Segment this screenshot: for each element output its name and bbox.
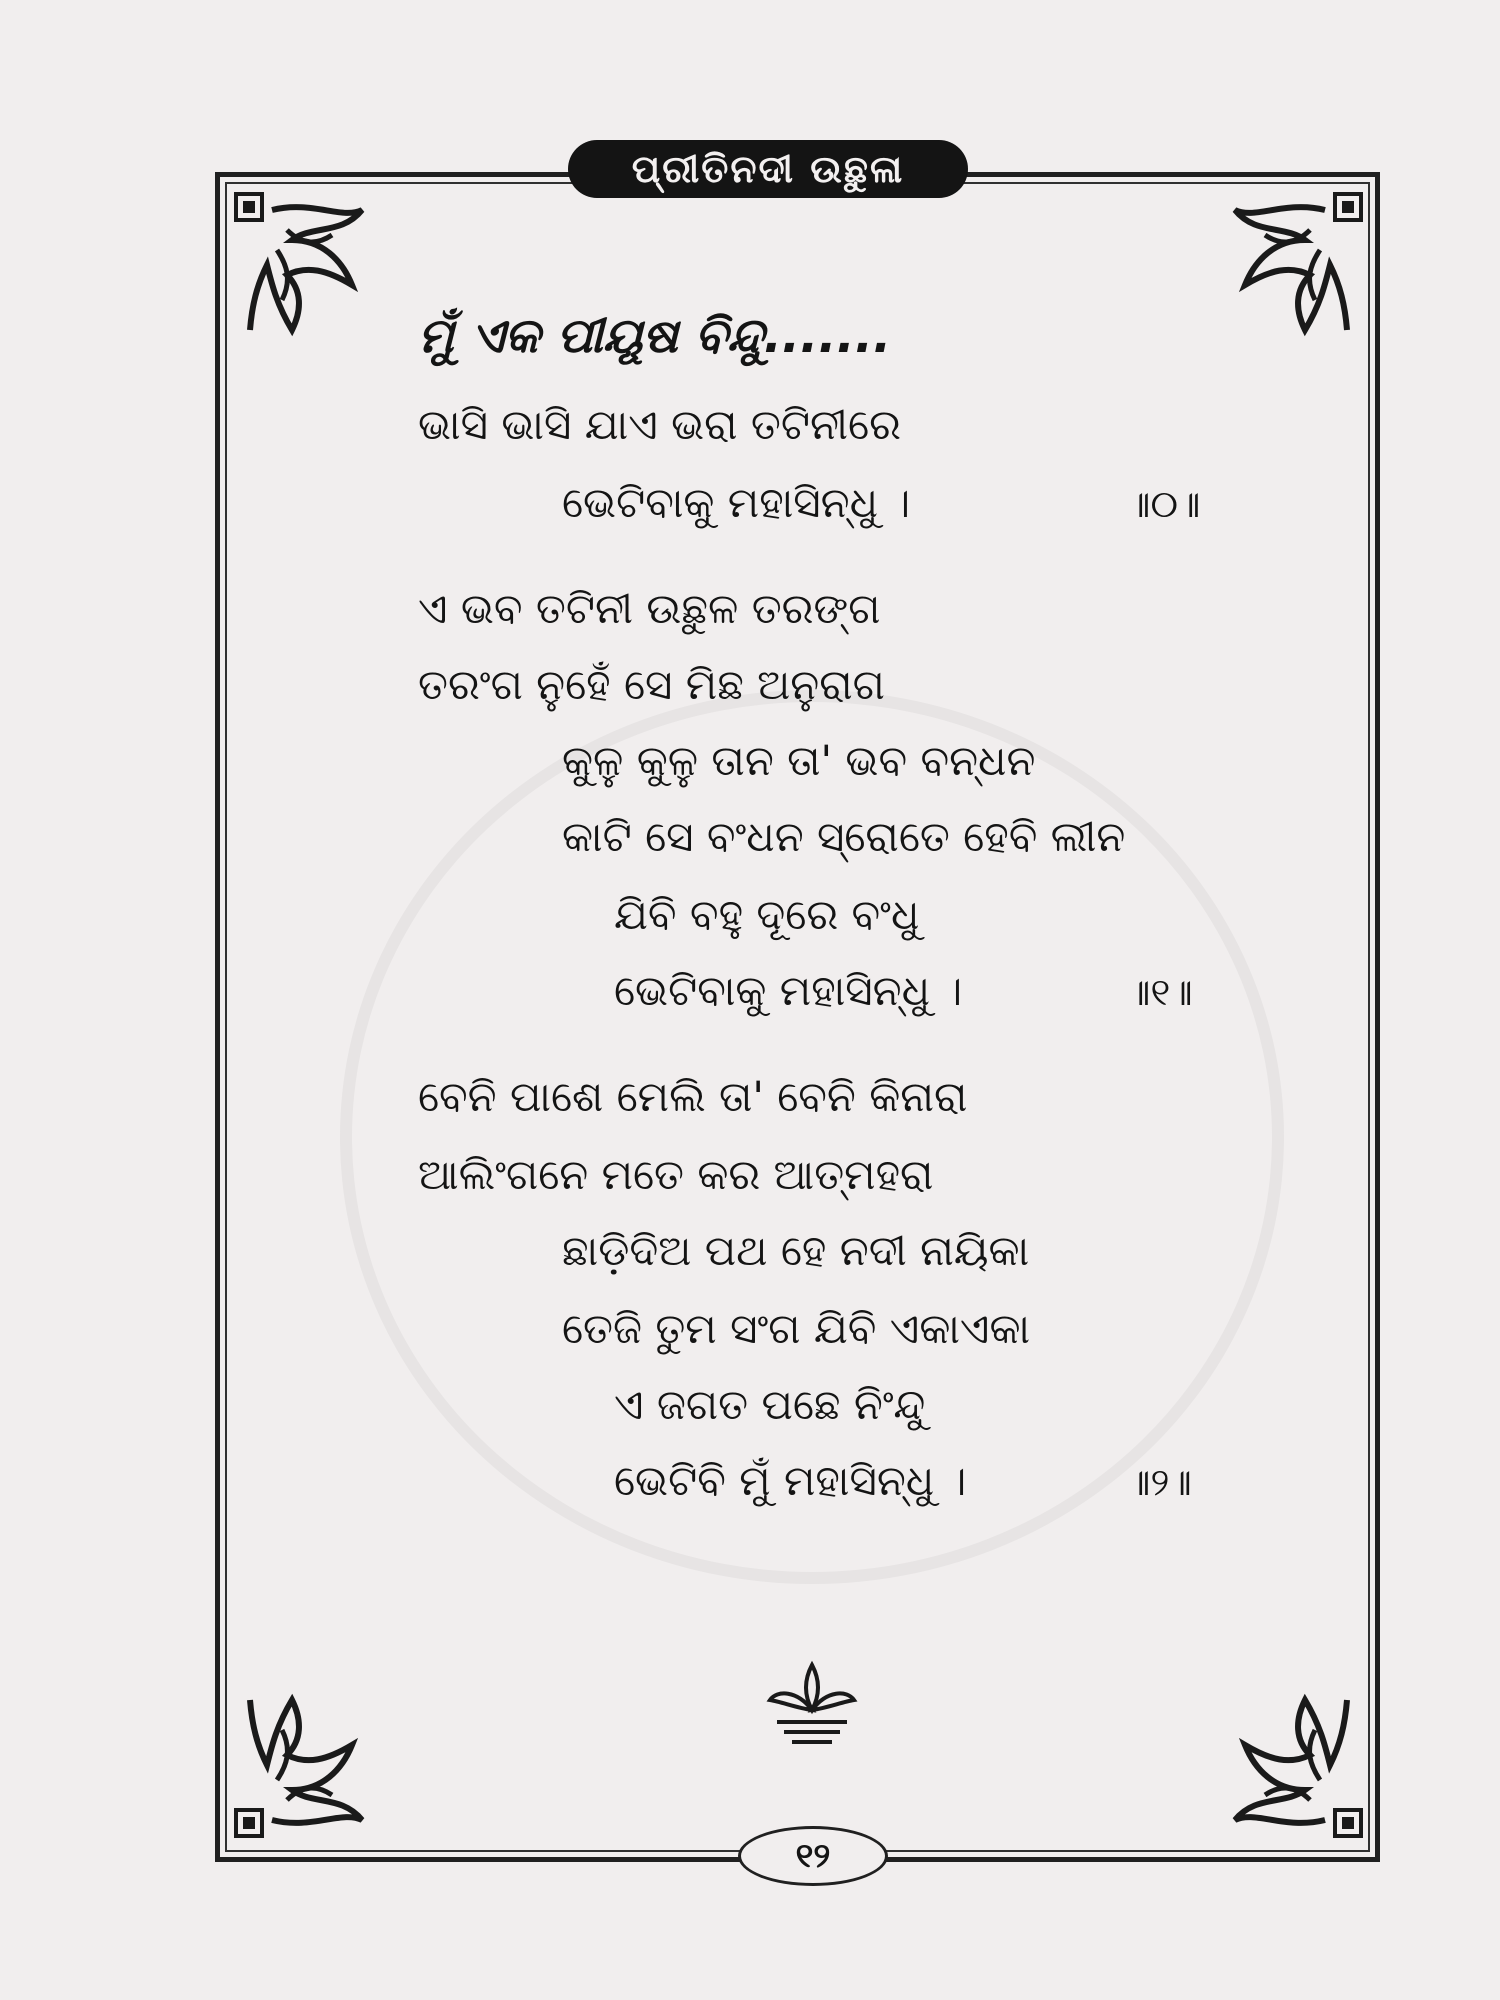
- lotus-ornament-icon: [762, 1660, 862, 1750]
- verse-line: ଭେଟିବାକୁ ମହାସିନ୍ଧୁ ।: [614, 966, 963, 1015]
- verse-line: ବେନି ପାଶେ ମେଲି ତା' ବେନି କିନାରା: [418, 1072, 968, 1121]
- corner-flourish-icon: [232, 190, 382, 340]
- verse-line: ଭେଟିବି ମୁଁ ମହାସିନ୍ଧୁ ।: [614, 1456, 967, 1505]
- book-title-header: ପ୍ରୀତିନଦୀ ଉଛୁଳା: [568, 140, 968, 198]
- verse-line: ଯିବି ବହୁ ଦୂରେ ବଂଧୁ: [614, 890, 920, 939]
- verse-line: ତରଂଗ ନୁହେଁ ସେ ମିଛ ଅନୁରାଗ: [418, 660, 885, 709]
- verse-line: ଛାଡ଼ିଦିଅ ପଥ ହେ ନଦୀ ନାୟିକା: [562, 1226, 1030, 1275]
- verse-line: କାଟି ସେ ବଂଧନ ସ୍ରୋତେ ହେବି ଲୀନ: [562, 812, 1126, 861]
- verse-number-mark: ॥୨॥: [1128, 1460, 1192, 1504]
- verse-line: ଆଲିଂଗନେ ମତେ କର ଆତ୍ମହରା: [418, 1150, 934, 1199]
- corner-flourish-icon: [1215, 1690, 1365, 1840]
- verse-number-mark: ॥୦॥: [1128, 482, 1201, 526]
- song-title: ମୁଁ ଏକ ପୀୟୂଷ ବିନ୍ଦୁ.......: [418, 308, 892, 364]
- corner-flourish-icon: [1215, 190, 1365, 340]
- verse-line: ଏ ଭବ ତଟିନୀ ଉଛୁଳ ତରଙ୍ଗ: [418, 584, 881, 633]
- page-number: ୧୨: [738, 1826, 888, 1886]
- verse-line: ଭେଟିବାକୁ ମହାସିନ୍ଧୁ ।: [562, 478, 911, 527]
- verse-number-mark: ॥୧॥: [1128, 970, 1193, 1014]
- verse-line: ତେଜି ତୁମ ସଂଗ ଯିବି ଏକାଏକା: [562, 1304, 1031, 1353]
- corner-flourish-icon: [232, 1690, 382, 1840]
- verse-line: ଭାସି ଭାସି ଯାଏ ଭରା ତଟିନୀରେ: [418, 400, 901, 449]
- verse-line: କୁଳୁ କୁଳୁ ତାନ ତା' ଭବ ବନ୍ଧନ: [562, 736, 1036, 785]
- verse-line: ଏ ଜଗତ ପଛେ ନିଂନ୍ଦୁ: [614, 1380, 926, 1429]
